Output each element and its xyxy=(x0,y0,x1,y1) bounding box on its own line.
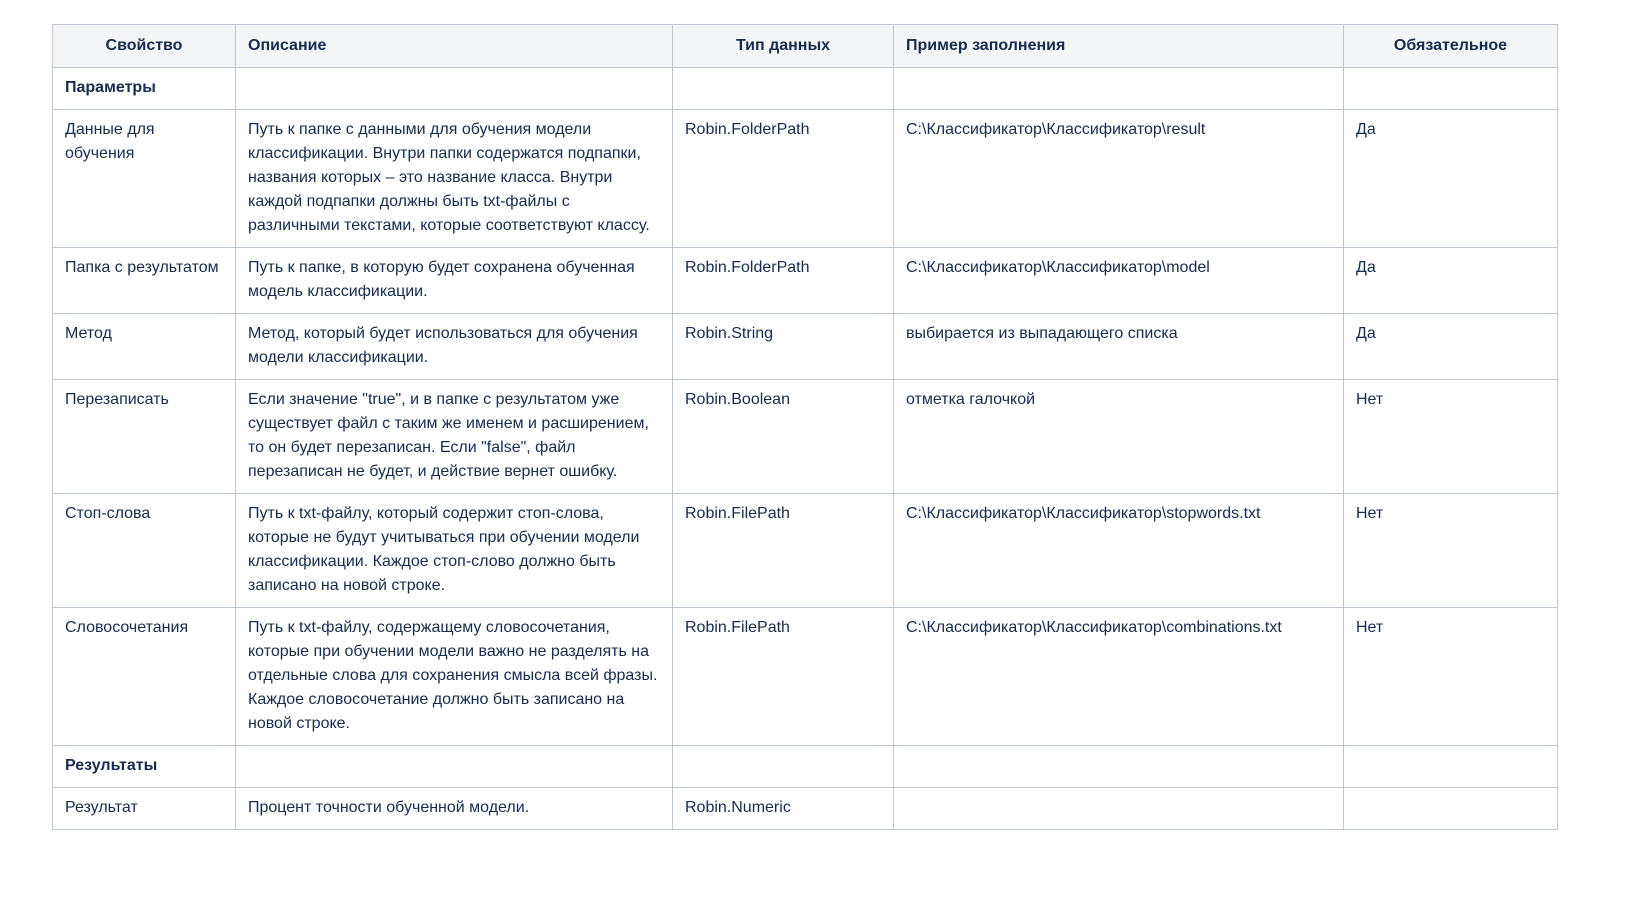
empty-cell xyxy=(894,746,1344,788)
empty-cell xyxy=(236,746,673,788)
cell-example xyxy=(894,788,1344,830)
table-row xyxy=(53,248,1558,314)
cell-example: C:\Классификатор\Классификатор\result xyxy=(894,110,1344,248)
cell-description: Процент точности обученной модели. xyxy=(236,788,673,830)
header-example: Пример заполнения xyxy=(894,25,1344,68)
cell-data-type: Robin.Numeric xyxy=(673,788,894,830)
cell-example: C:\Классификатор\Классификатор\stopwords.txt xyxy=(894,494,1344,608)
table-row xyxy=(53,314,1558,380)
cell-data-type: Robin.String xyxy=(673,314,894,380)
empty-cell xyxy=(1344,68,1558,110)
header-description: Описание xyxy=(236,25,673,68)
cell-data-type: Robin.Boolean xyxy=(673,380,894,494)
cell-required: Да xyxy=(1344,110,1558,248)
cell-data-type: Robin.FilePath xyxy=(673,494,894,608)
table-row xyxy=(53,788,1558,830)
cell-data-type: Robin.FilePath xyxy=(673,608,894,746)
cell-property: Словосочетания xyxy=(53,608,236,746)
cell-example: C:\Классификатор\Классификатор\combinations.txt xyxy=(894,608,1344,746)
cell-description: Путь к txt-файлу, содержащему словосочетания, которые при обучении модели важно не разделять на отдельные слова для сохранения смысла всей фразы. Каждое словосочетание должно быть записано на новой строке. xyxy=(236,608,673,746)
empty-cell xyxy=(1344,746,1558,788)
header-row xyxy=(53,25,1558,68)
table-header xyxy=(53,25,1558,68)
cell-property: Перезаписать xyxy=(53,380,236,494)
empty-cell xyxy=(236,68,673,110)
cell-required xyxy=(1344,788,1558,830)
cell-description: Путь к txt-файлу, который содержит стоп-слова, которые не будут учитываться при обучении модели классификации. Каждое стоп-слово должно быть записано на новой строке. xyxy=(236,494,673,608)
cell-description: Путь к папке с данными для обучения модели классификации. Внутри папки содержатся подпапки, названия которых – это название класса. Внутри каждой подпапки должны быть txt-файлы с различными текстами, которые соответствуют классу. xyxy=(236,110,673,248)
cell-required: Нет xyxy=(1344,380,1558,494)
header-required: Обязательное xyxy=(1344,25,1558,68)
cell-required: Да xyxy=(1344,248,1558,314)
cell-property: Стоп-слова xyxy=(53,494,236,608)
cell-required: Нет xyxy=(1344,608,1558,746)
empty-cell xyxy=(894,68,1344,110)
cell-description: Путь к папке, в которую будет сохранена обученная модель классификации. xyxy=(236,248,673,314)
table-row xyxy=(53,608,1558,746)
cell-data-type: Robin.FolderPath xyxy=(673,110,894,248)
cell-example: C:\Классификатор\Классификатор\model xyxy=(894,248,1344,314)
table-body xyxy=(53,68,1558,830)
cell-property: Данные для обучения xyxy=(53,110,236,248)
cell-example: отметка галочкой xyxy=(894,380,1344,494)
cell-property: Результат xyxy=(53,788,236,830)
properties-table-container xyxy=(52,24,1557,830)
cell-description: Если значение "true", и в папке с результатом уже существует файл с таким же именем и расширением, то он будет перезаписан. Если "false", файл перезаписан не будет, и действие вернет ошибку. xyxy=(236,380,673,494)
section-row-results xyxy=(53,746,1558,788)
section-row-parameters xyxy=(53,68,1558,110)
cell-description: Метод, который будет использоваться для обучения модели классификации. xyxy=(236,314,673,380)
cell-required: Нет xyxy=(1344,494,1558,608)
table-row xyxy=(53,494,1558,608)
cell-data-type: Robin.FolderPath xyxy=(673,248,894,314)
section-title: Результаты xyxy=(53,746,236,788)
empty-cell xyxy=(673,68,894,110)
header-data-type: Тип данных xyxy=(673,25,894,68)
header-property: Свойство xyxy=(53,25,236,68)
table-row xyxy=(53,110,1558,248)
cell-property: Метод xyxy=(53,314,236,380)
table-row xyxy=(53,380,1558,494)
properties-table xyxy=(52,24,1558,830)
empty-cell xyxy=(673,746,894,788)
cell-property: Папка с результатом xyxy=(53,248,236,314)
cell-required: Да xyxy=(1344,314,1558,380)
cell-example: выбирается из выпадающего списка xyxy=(894,314,1344,380)
section-title: Параметры xyxy=(53,68,236,110)
